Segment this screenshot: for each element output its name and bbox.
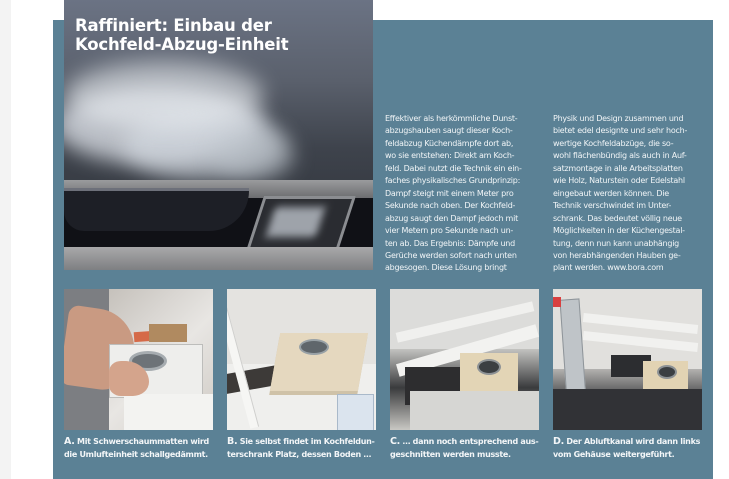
caption-b [227, 436, 387, 461]
body-text-column-1 [385, 113, 543, 275]
caption-text: Der Abluftkanal wird dann links [566, 437, 701, 446]
panel-board [124, 394, 213, 430]
text-line: feld. Dabei nutzt die Technik ein ein- [385, 163, 522, 173]
text-line: ten ab. Das Ergebnis: Dämpfe und [385, 238, 515, 248]
text-line: wertige Kochfeldabzüge, die so- [553, 138, 674, 148]
text-line: abzugshauben saugt dieser Koch- [385, 126, 513, 136]
caption-text: vom Gehäuse weitergeführt. [553, 449, 675, 459]
steam-cloud [214, 130, 294, 180]
title-line-2: Kochfeld-Abzug-Einheit [75, 35, 289, 54]
caption-text: terschrank Platz, dessen Boden … [227, 449, 372, 459]
caption-text: Sie selbst findet im Kochfeldun- [239, 437, 375, 446]
duct-ring [299, 339, 329, 355]
photo-b-unit-in-cabinet [227, 289, 376, 430]
caption-text: geschnitten werden musste. [390, 449, 511, 459]
caption-text: die Umlufteinheit schallgedämmt. [64, 449, 208, 459]
red-marker [553, 297, 561, 307]
cardboard [149, 324, 187, 342]
title-line-1: Raffiniert: Einbau der [75, 16, 272, 35]
text-line: bietet edel designte und sehr hoch- [553, 126, 688, 136]
text-line: wohl flächenbündig als auch in Auf- [553, 151, 687, 161]
steam-cloud [64, 60, 264, 130]
text-line: Dampf steigt mit einem Meter pro [385, 188, 514, 198]
text-line: tung, denn nun kann unabhängig [553, 238, 679, 248]
cabinet-floor [410, 391, 539, 430]
caption-c [390, 436, 550, 461]
counter-front [64, 247, 373, 270]
text-line: abzug saugt den Dampf jedoch mit [385, 213, 518, 223]
plastic-bag [337, 394, 374, 430]
text-line: vier Metern pro Sekunde nach un- [385, 226, 514, 236]
dark-floor [553, 389, 702, 430]
caption-text: … dann noch entsprechend aus- [402, 437, 539, 446]
photo-d-exhaust-duct [553, 289, 702, 430]
text-line: Gerüche werden sofort nach unten [385, 250, 517, 260]
page-margin-strip [0, 0, 11, 479]
hero-image-cooktop-steam [64, 0, 373, 270]
text-line: Technik verschwindet im Unter- [553, 201, 672, 211]
article-title [75, 16, 288, 54]
caption-letter: A. [64, 436, 75, 447]
text-line: Physik und Design zusammen und [553, 114, 684, 123]
caption-d [553, 436, 713, 461]
text-line: Sekunde nach oben. Der Kochfeld- [385, 201, 516, 211]
text-line: eingebaut werden können. Die [553, 188, 669, 198]
caption-a [64, 436, 224, 461]
text-line: von herabhängenden Hauben ge- [553, 250, 681, 260]
text-line: wo sie entstehen: Direkt am Koch- [385, 151, 515, 161]
caption-letter: B. [227, 436, 238, 447]
text-line: wie Holz, Naturstein oder Edelstahl [553, 176, 685, 186]
text-line: plant werden. www.bora.com [553, 263, 664, 273]
text-line: Möglichkeiten in der Küchengestal- [553, 226, 685, 236]
duct-ring [477, 359, 501, 375]
text-line: abgesogen. Diese Lösung bringt [385, 263, 507, 273]
caption-letter: C. [390, 436, 400, 447]
caption-text: Mit Schwerschaummatten wird [77, 437, 209, 446]
pan-shape [64, 188, 249, 231]
text-line: schrank. Das bedeutet völlig neue [553, 213, 682, 223]
photo-a-worker-placing-unit [64, 289, 213, 430]
body-text-column-2 [553, 113, 711, 275]
text-line: feldabzug Küchendämpfe dort ab, [385, 138, 514, 148]
text-line: faches physikalisches Grundprinzip: [385, 176, 521, 186]
caption-letter: D. [553, 436, 564, 447]
text-line: satzmontage in alle Arbeitsplatten [553, 163, 683, 173]
duct-ring [657, 365, 677, 379]
photo-c-cabinet-cutout [390, 289, 539, 430]
text-line: Effektiver als herkömmliche Dunst- [385, 114, 518, 123]
